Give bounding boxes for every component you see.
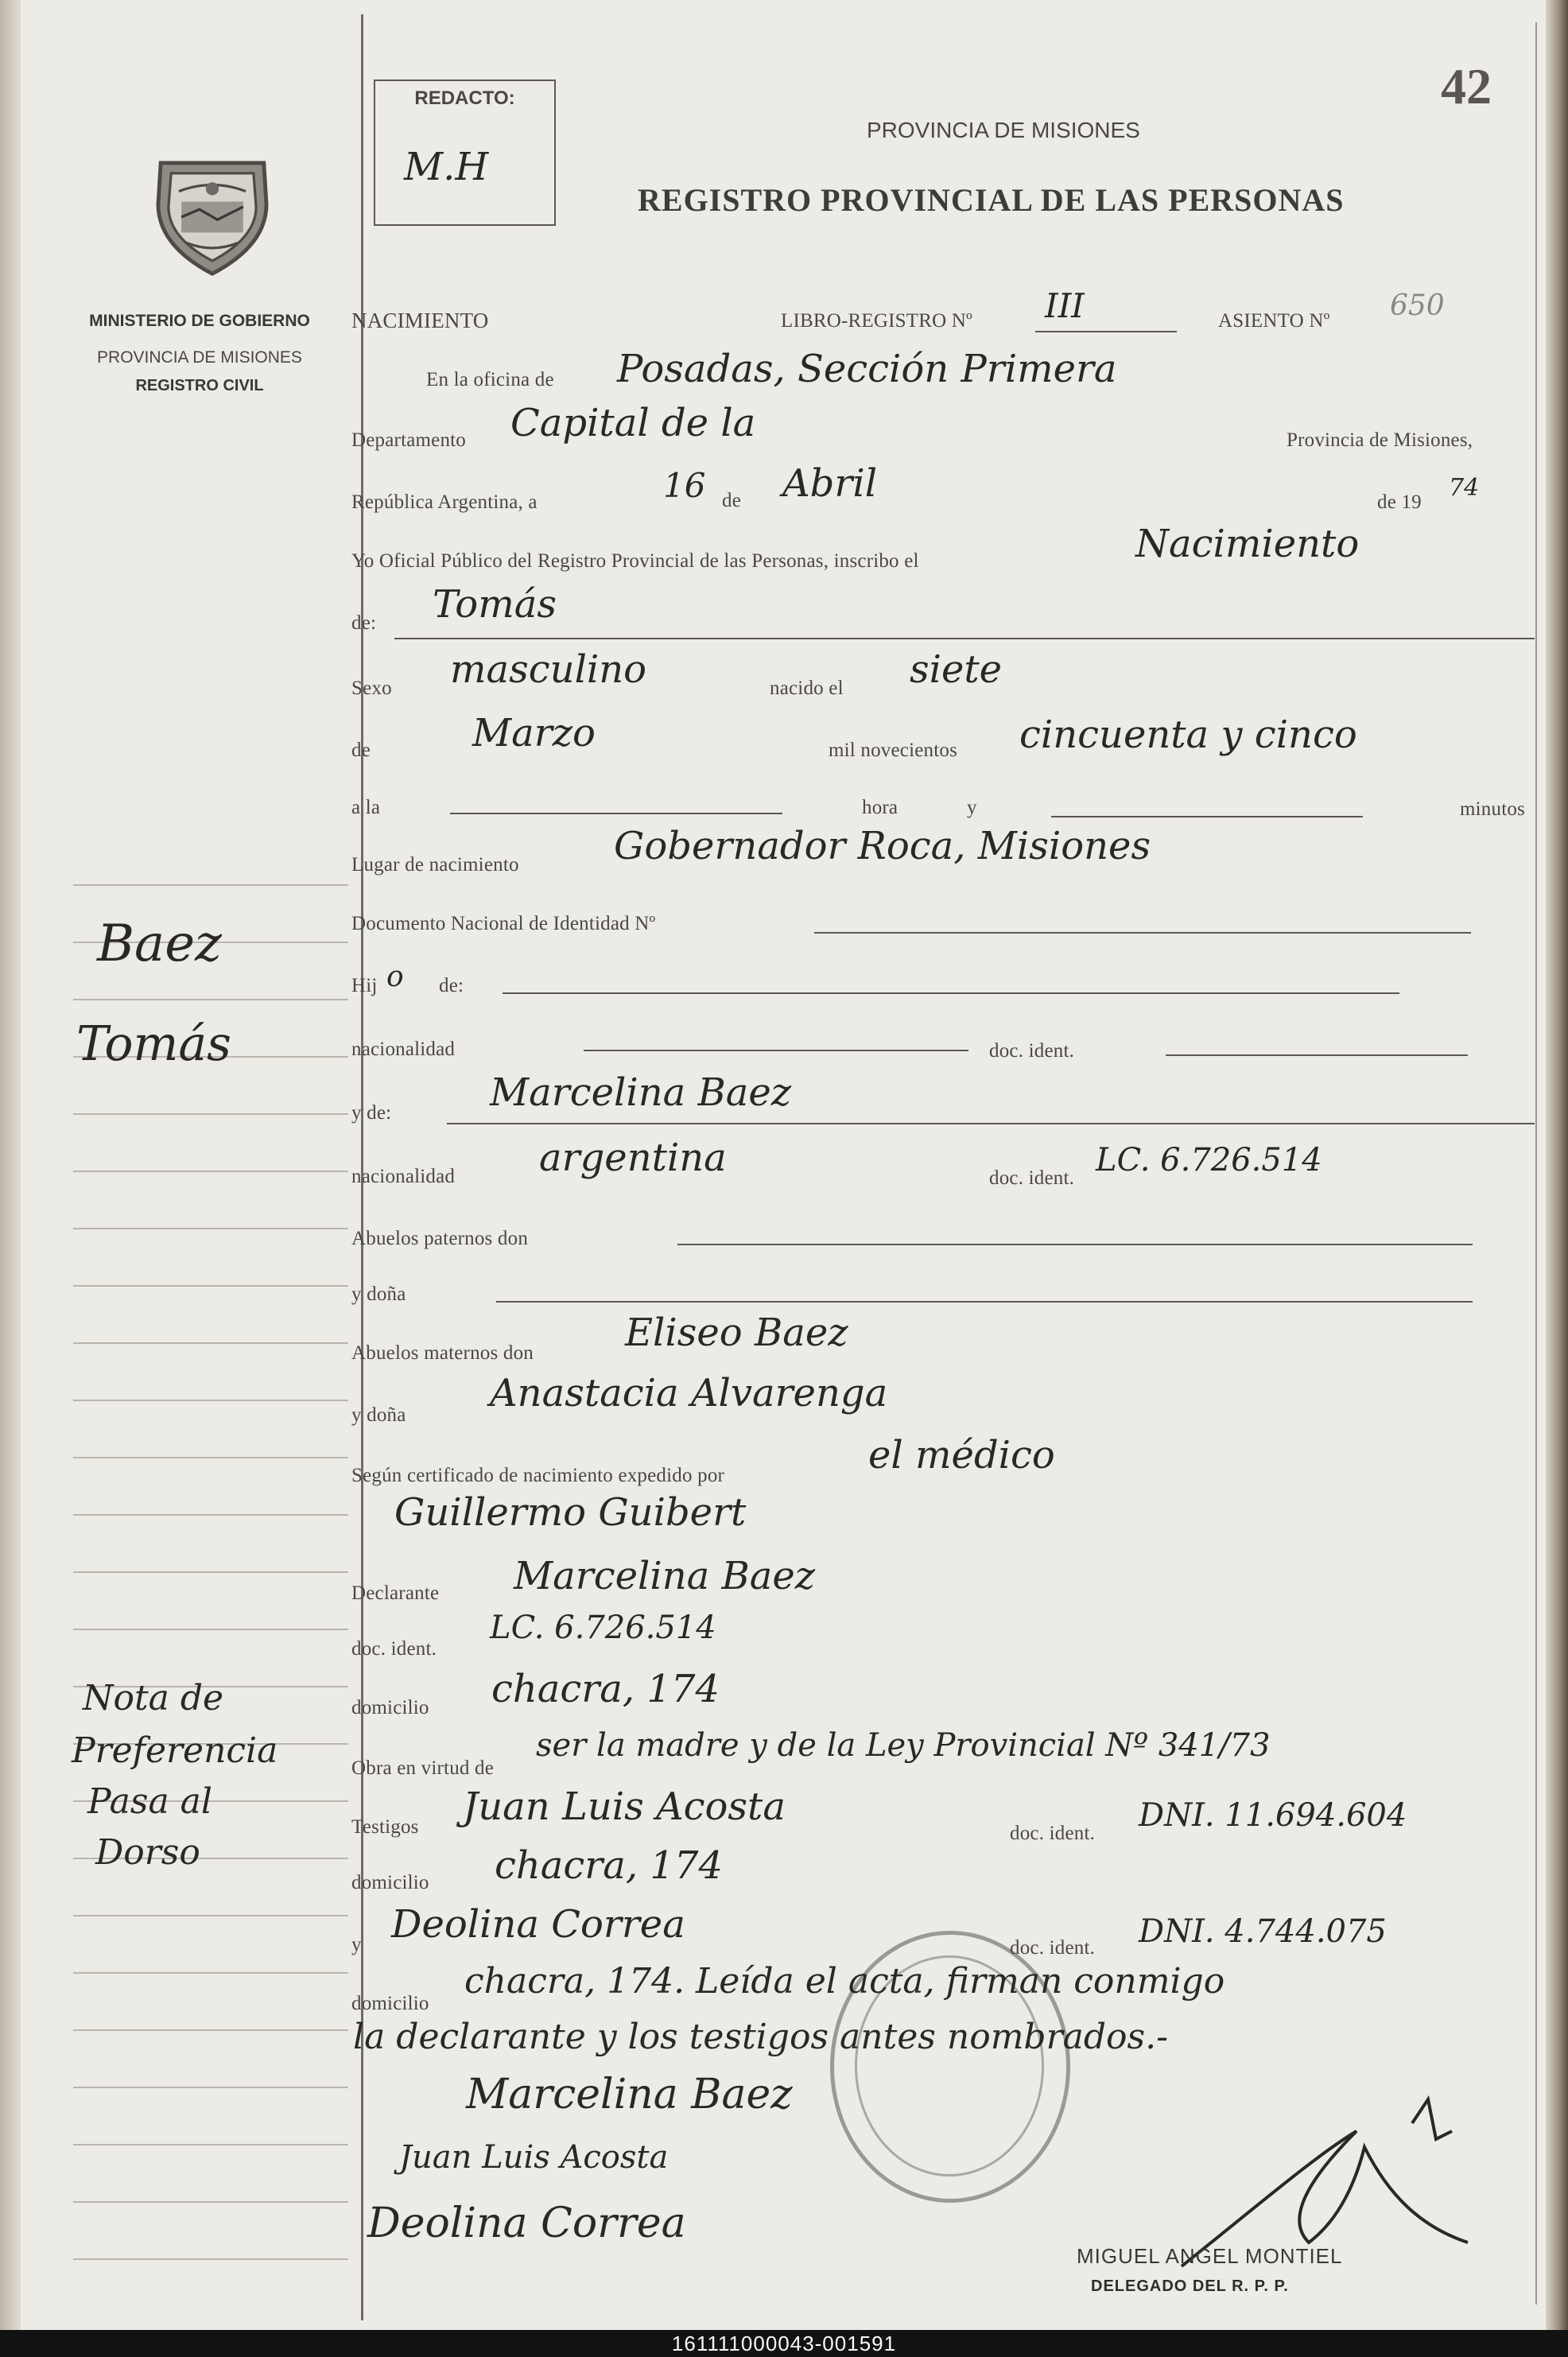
margin-rule-line [73, 1342, 348, 1344]
doc-ident-3-value: LC. 6.726.514 [490, 1610, 716, 1646]
inscribo-value: Nacimiento [1135, 522, 1360, 566]
abuelos-maternos-label: Abuelos maternos don [351, 1342, 534, 1364]
margin-note-line-3: Pasa al [87, 1781, 212, 1822]
margin-note-line-1: Nota de [83, 1678, 224, 1718]
declarante-value: Marcelina Baez [514, 1554, 816, 1598]
doc-ident-5-label: doc. ident. [1010, 1937, 1096, 1959]
abuelos-paternos-label: Abuelos paternos don [351, 1228, 529, 1249]
margin-rule-line [73, 2258, 348, 2260]
doc-ident-5-value: DNI. 4.744.075 [1139, 1913, 1387, 1950]
page-number: 42 [1441, 58, 1492, 115]
testigos-label: Testigos [351, 1816, 419, 1838]
obra-label: Obra en virtud de [351, 1757, 495, 1779]
declarante-label: Declarante [351, 1582, 440, 1604]
margin-rule-line [73, 1571, 348, 1573]
segun-certificado-label: Según certificado de nacimiento expedido por [351, 1465, 725, 1486]
a-la-label: a la [351, 797, 381, 818]
abuela-materna-value: Anastacia Alvarenga [490, 1371, 888, 1415]
y-label-testigo: y [351, 1934, 362, 1955]
page-border [1535, 22, 1537, 2305]
de19-label: de 19 [1377, 491, 1422, 513]
hora-label: hora [862, 797, 898, 818]
margin-note-line-4: Dorso [95, 1832, 200, 1873]
departamento-value: Capital de la [510, 401, 756, 445]
republica-label: República Argentina, a [351, 491, 538, 513]
dni-label: Documento Nacional de Identidad Nº [351, 913, 656, 934]
libro-value: III [1045, 286, 1085, 325]
signature-declarante: Marcelina Baez [466, 2071, 793, 2118]
libro-label: LIBRO-REGISTRO Nº [781, 310, 973, 332]
child-name-value: Tomás [433, 582, 557, 627]
margin-rule-line [73, 1171, 348, 1172]
abuelos-paternos-line [677, 1244, 1473, 1245]
signature-testigo-1: Juan Luis Acosta [399, 2139, 669, 2176]
ministry-line-3: REGISTRO CIVIL [135, 377, 264, 394]
margin-surname: Baez [97, 914, 222, 973]
domicilio-1-value: chacra, 174 [491, 1667, 720, 1711]
ministry-emblem-icon [148, 153, 277, 282]
signature-testigo-2: Deolina Correa [367, 2200, 686, 2247]
medico-value: Guillermo Guibert [394, 1490, 747, 1535]
record-type-label: NACIMIENTO [351, 309, 489, 332]
minutes-line [1051, 816, 1363, 817]
y-dona-1-line [496, 1301, 1473, 1303]
nacido-value: siete [910, 647, 1003, 692]
doc-ident-4-value: DNI. 11.694.604 [1139, 1797, 1407, 1834]
margin-rule-line [73, 1915, 348, 1916]
nacionalidad-2-label: nacionalidad [351, 1166, 456, 1187]
margin-rule-line [73, 2144, 348, 2145]
lugar-value: Gobernador Roca, Misiones [614, 824, 1151, 868]
margin-rule-line [73, 1285, 348, 1287]
redacto-label: REDACTO: [414, 87, 515, 109]
obra-value: ser la madre y de la Ley Provincial Nº 341/73 [536, 1727, 1271, 1764]
registry-title: REGISTRO PROVINCIAL DE LAS PERSONAS [638, 182, 1345, 218]
departamento-label: Departamento [351, 429, 467, 451]
domicilio-3-label: domicilio [351, 1993, 429, 2014]
nacionalidad-1-label: nacionalidad [351, 1039, 456, 1060]
doc-ident-2-value: LC. 6.726.514 [1096, 1142, 1322, 1178]
hijo-label: Hij [351, 975, 378, 996]
doc-ident-1-line [1166, 1054, 1468, 1056]
y-de-label: y de: [351, 1102, 392, 1124]
de-label-month: de [351, 740, 371, 761]
de-colon-label: de: [351, 612, 377, 634]
mother-line [447, 1123, 1535, 1124]
hijo-mark: o [386, 961, 404, 993]
minutos-label: minutos [1460, 798, 1525, 820]
segun-certificado-value: el médico [868, 1433, 1055, 1477]
libro-line [1035, 331, 1177, 332]
asiento-value: 650 [1390, 289, 1445, 322]
mil-novecientos-label: mil novecientos [829, 740, 957, 761]
margin-rule-line [73, 1514, 348, 1516]
margin-note-line-2: Preferencia [72, 1730, 278, 1771]
page-edge [1546, 0, 1568, 2330]
domicilio-3-value: chacra, 174. Leída el acta, firman conmigo [464, 1961, 1225, 2002]
oficina-label: En la oficina de [426, 369, 554, 390]
margin-rule-line [73, 1400, 348, 1401]
abuelo-materno-value: Eliseo Baez [625, 1311, 848, 1355]
redacto-box [374, 80, 556, 226]
redacto-initials: M.H [404, 145, 489, 189]
margin-rule-line [73, 1629, 348, 1630]
margin-given-name: Tomás [76, 1016, 231, 1072]
birth-year-value: cincuenta y cinco [1019, 713, 1357, 757]
register-page [21, 0, 1546, 2330]
margin-rule-line [73, 1113, 348, 1115]
binder-edge [0, 0, 22, 2330]
y-dona-1-label: y doña [351, 1283, 406, 1305]
nacionalidad-2-value: argentina [539, 1136, 727, 1180]
margin-rule-line [73, 1228, 348, 1229]
nacido-label: nacido el [770, 678, 844, 699]
doc-ident-1-label: doc. ident. [989, 1040, 1075, 1062]
doc-ident-4-label: doc. ident. [1010, 1823, 1096, 1844]
provincia-suffix: Provincia de Misiones, [1287, 429, 1473, 451]
year-value: 74 [1449, 474, 1480, 502]
margin-rule-line [73, 2201, 348, 2203]
child-name-line [394, 638, 1535, 639]
domicilio-2-value: chacra, 174 [495, 1843, 723, 1888]
hijo-de-label: de: [439, 975, 464, 996]
lugar-label: Lugar de nacimiento [351, 854, 519, 876]
father-line [503, 992, 1399, 994]
y-label-time: y [967, 797, 977, 818]
oficina-value: Posadas, Sección Primera [617, 347, 1117, 391]
asiento-label: ASIENTO Nº [1218, 310, 1330, 332]
margin-rule-line [73, 999, 348, 1000]
yo-oficial-label: Yo Oficial Público del Registro Provincial de las Personas, inscribo el [351, 550, 919, 572]
dni-line [814, 932, 1471, 934]
closing-text: la declarante y los testigos antes nombrados.- [353, 2017, 1168, 2057]
domicilio-1-label: domicilio [351, 1697, 429, 1718]
mother-name-value: Marcelina Baez [490, 1070, 792, 1115]
province-heading: PROVINCIA DE MISIONES [867, 118, 1140, 142]
ministry-line-2: PROVINCIA DE MISIONES [97, 348, 302, 367]
testigo-1-value: Juan Luis Acosta [463, 1784, 786, 1829]
de-label-date: de [722, 490, 741, 511]
domicilio-2-label: domicilio [351, 1872, 429, 1893]
doc-ident-2-label: doc. ident. [989, 1167, 1075, 1189]
margin-rule-line [73, 1457, 348, 1458]
official-name: MIGUEL ANGEL MONTIEL [1077, 2244, 1343, 2268]
margin-rule-line [73, 884, 348, 886]
birth-month-value: Marzo [472, 711, 596, 755]
official-role: DELEGADO DEL R. P. P. [1091, 2277, 1289, 2295]
day-value: 16 [663, 466, 706, 505]
image-code-footer: 161111000043-001591 [0, 2330, 1568, 2357]
margin-rule-line [73, 2029, 348, 2031]
margin-rule-line [73, 2087, 348, 2088]
nacionalidad-1-line [584, 1050, 968, 1051]
doc-ident-3-label: doc. ident. [351, 1638, 437, 1660]
y-dona-2-label: y doña [351, 1404, 406, 1426]
margin-rule-line [73, 1972, 348, 1974]
month-value: Abril [782, 461, 878, 506]
sexo-value: masculino [450, 647, 647, 692]
sexo-label: Sexo [351, 678, 392, 699]
ministry-line-1: MINISTERIO DE GOBIERNO [89, 312, 310, 330]
testigo-2-value: Deolina Correa [391, 1902, 685, 1947]
hour-line [450, 813, 782, 814]
